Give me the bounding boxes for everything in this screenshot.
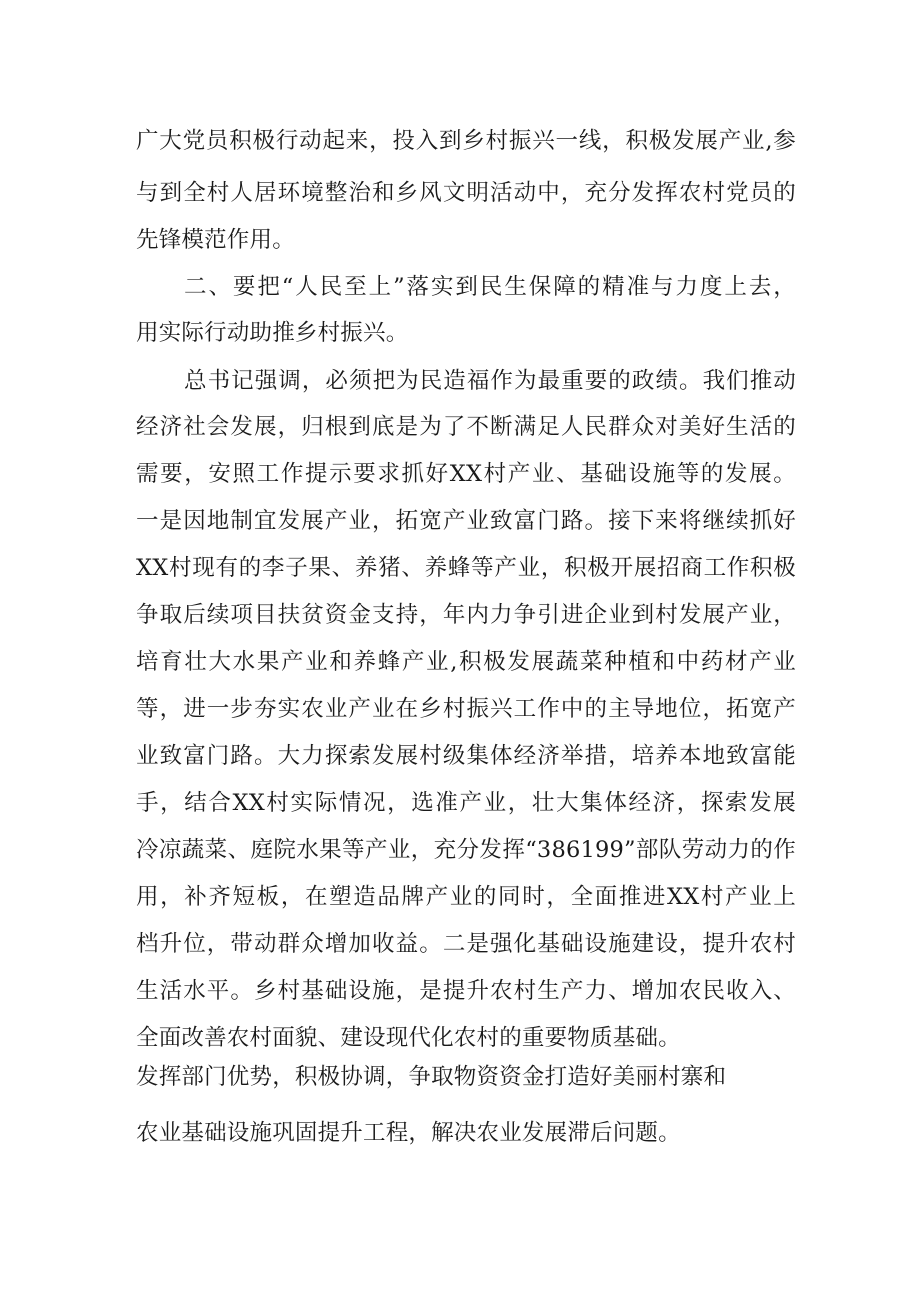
text-line: 一是因地制宜发展产业，拓宽产业致富门路。接下来将继续抓好 — [136, 508, 796, 534]
text-line: 需要，安照工作提示要求抓好XX村产业、基础设施等的发展。 — [136, 461, 796, 487]
text-line: 全面改善农村面貌、建设现代化农村的重要物质基础。 — [136, 1025, 681, 1051]
text-line: 与到全村人居环境整治和乡风文明活动中，充分发挥农村党员的 — [136, 180, 796, 206]
text-line: 经济社会发展，归根到底是为了不断满足人民群众对美好生活的 — [136, 414, 796, 440]
text-line: 培育壮大水果产业和养蜂产业,积极发展蔬菜种植和中药材产业 — [136, 649, 796, 675]
text-line: 档升位，带动群众增加收益。二是强化基础设施建设，提升农村 — [136, 931, 796, 957]
text-line: 发挥部门优势，积极协调，争取物资资金打造好美丽村寨和 — [136, 1064, 727, 1090]
section-heading-line: 用实际行动助推乡村振兴。 — [136, 320, 409, 346]
text-line: 用，补齐短板，在塑造品牌产业的同时，全面推进XX村产业上 — [136, 884, 796, 910]
text-line: 农业基础设施巩固提升工程，解决农业发展滞后问题。 — [136, 1120, 681, 1146]
text-line: 等，进一步夯实农业产业在乡村振兴工作中的主导地位，拓宽产 — [136, 696, 796, 722]
text-line: 广大党员积极行动起来，投入到乡村振兴一线，积极发展产业,参 — [136, 128, 796, 154]
text-line: 手，结合XX村实际情况，选准产业，壮大集体经济，探索发展 — [136, 790, 796, 816]
text-line: 争取后续项目扶贫资金支持，年内力争引进企业到村发展产业， — [136, 602, 796, 628]
section-heading-line: 二、要把“人民至上”落实到民生保障的精准与力度上去， — [184, 274, 796, 300]
text-line: 业致富门路。大力探索发展村级集体经济举措，培养本地致富能 — [136, 743, 796, 769]
text-line: 总书记强调，必须把为民造福作为最重要的政绩。我们推动 — [184, 368, 796, 394]
text-line: 冷凉蔬菜、庭院水果等产业，充分发挥“386199”部队劳动力的作 — [136, 837, 796, 863]
text-line: XX村现有的李子果、养猪、养蜂等产业，积极开展招商工作积极 — [136, 555, 796, 581]
text-line: 生活水平。乡村基础设施，是提升农村生产力、增加农民收入、 — [136, 978, 796, 1004]
text-line: 先锋模范作用。 — [136, 227, 295, 253]
